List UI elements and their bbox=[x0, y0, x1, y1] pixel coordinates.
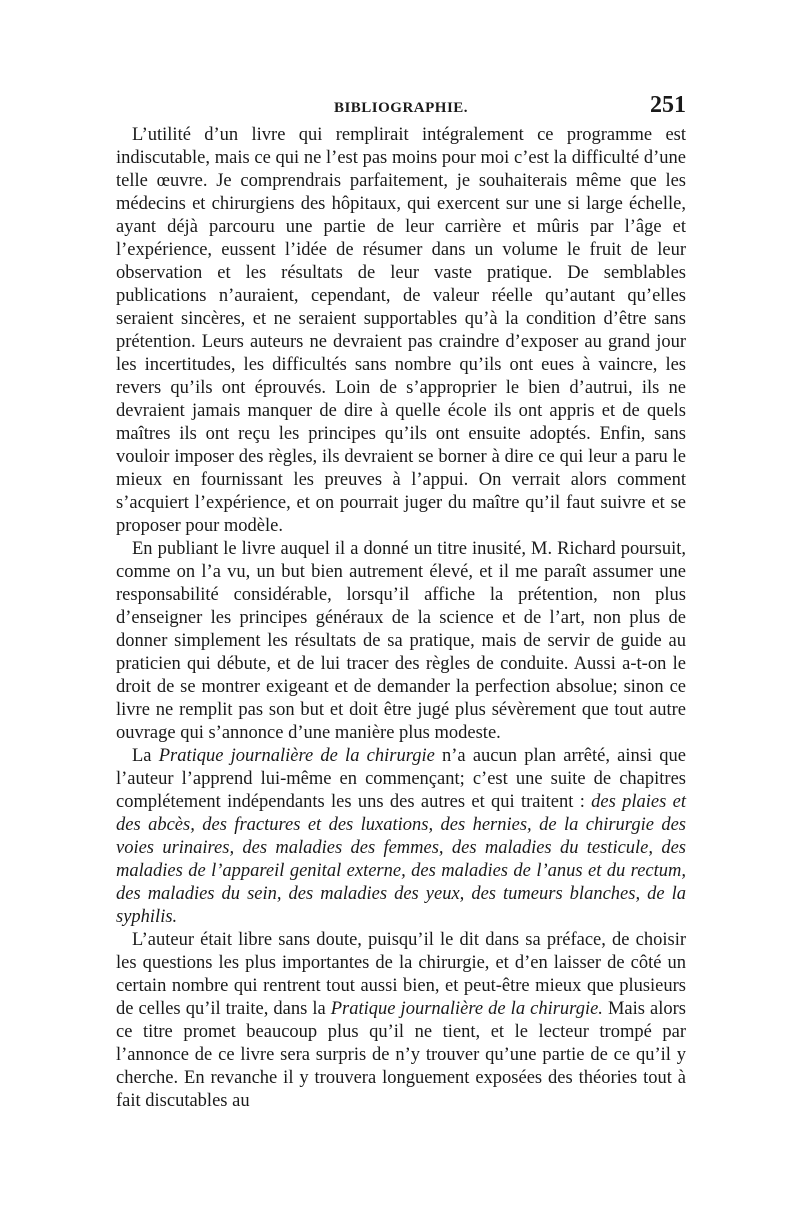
book-title-italic: Pratique journalière de la chirurgie bbox=[158, 746, 435, 766]
paragraph bbox=[116, 745, 686, 929]
running-title: BIBLIOGRAPHIE. bbox=[333, 100, 469, 116]
book-title-italic: Pratique journalière de la chirurgie. bbox=[330, 999, 603, 1019]
book-page bbox=[116, 92, 686, 1113]
chapter-list-italic: des plaies et des abcès, des fractures et des luxations, des hernies, de la chirurgie des voies urinaires, des maladies des femmes, des maladies du testicule, des maladies de l’appareil genital externe, des maladies de l’anus et du rectum, des maladies du sein, des maladies des yeux, des tumeurs blanches, de la syphilis. bbox=[116, 792, 687, 927]
paragraph bbox=[116, 929, 686, 1113]
paragraph-text: L’utilité d’un livre qui remplirait intégralement ce programme est indiscutable, mais ce qui ne l’est pas moins pour moi c’est la difficulté d’une telle œuvre. Je comprendrais parfaitement, je souhaiterais même que les médecins et chirurgiens des hôpitaux, qui exercent sur une si large échelle, ayant déjà parcouru une partie de leur carrière et mûris par l’âge et l’expérience, eussent l’idée de résumer dans un volume le fruit de leur observation et les résultats de leur vaste pratique. De semblables publications n’auraient, cependant, de valeur réelle qu’autant qu’elles seraient sincères, et ne seraient supportables qu’à la condition d’être sans prétention. Leurs auteurs ne devraient pas craindre d’exposer au grand jour les incertitudes, les difficultés sans nombre qu’ils ont eues à vaincre, les revers qu’ils ont éprouvés. Loin de s’approprier le bien d’autrui, ils ne devraient jamais manquer de dire à quelle école ils ont appris et de quels maîtres ils ont reçu les principes qu’ils ont ensuite adoptés. Enfin, sans vouloir imposer des règles, ils devraient se borner à dire ce qui leur a paru le mieux en fournissant les preuves à l’appui. On verrait alors comment s’acquiert l’expérience, et on pourrait juger du maître qu’il faut suivre et se proposer pour modèle. bbox=[116, 125, 686, 536]
paragraph-text: n’a aucun plan arrêté, ainsi que l’auteur l’apprend lui-même en commençant; c’est une suite de chapitres complétement indépendants les uns des autres et qui traitent : bbox=[116, 746, 686, 812]
paragraph-text: L’auteur était libre sans doute, puisqu’il le dit dans sa préface, de choisir les questions les plus importantes de la chirurgie, et d’en laisser de côté un certain nombre qui rentrent tout aussi bien, et peut-être mieux que plusieurs de celles qu’il traite, dans la bbox=[116, 930, 686, 1019]
paragraph bbox=[116, 538, 686, 745]
body-text bbox=[116, 124, 686, 1113]
running-head bbox=[116, 92, 686, 124]
page-number: 251 bbox=[650, 92, 686, 118]
paragraph bbox=[116, 124, 686, 538]
paragraph-text: Mais alors ce titre promet beaucoup plus qu’il ne tient, et le lecteur trompé par l’annonce de ce livre sera surpris de n’y trouver qu’une partie de ce qu’il y cherche. En revanche il y trouvera longuement exposées des théories tout à fait discutables au bbox=[116, 999, 686, 1111]
paragraph-text: En publiant le livre auquel il a donné un titre inusité, M. Richard poursuit, comme on l’a vu, un but bien autrement élevé, et il me paraît assumer une responsabilité considérable, lorsqu’il affiche la prétention, non plus d’enseigner les principes généraux de la science et de l’art, non plus de donner simplement les résultats de sa pratique, mais de servir de guide au praticien qui débute, et de lui tracer des règles de conduite. Aussi a-t-on le droit de se montrer exigeant et de demander la perfection absolue; sinon ce livre ne remplit pas son but et doit être jugé plus sévèrement que tout autre ouvrage qui s’annonce d’une manière plus modeste. bbox=[116, 539, 686, 743]
paragraph-text: La bbox=[132, 746, 159, 766]
